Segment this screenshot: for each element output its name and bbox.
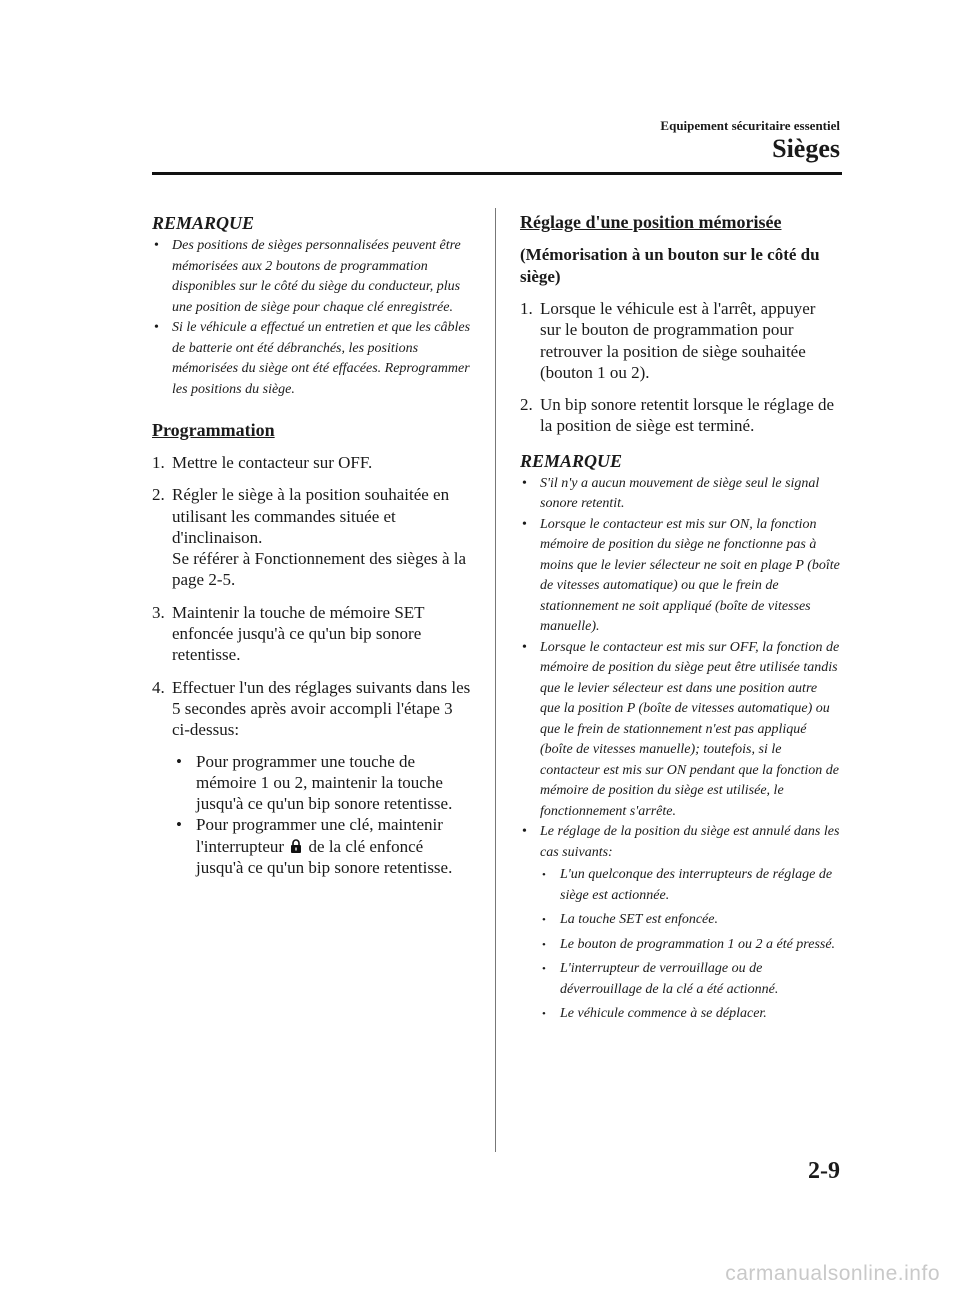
step-text: Maintenir la touche de mémoire SET enfoncée jusqu'à ce qu'un bip sonore retentisse. — [172, 602, 425, 665]
note-item: • Lorsque le contacteur est mis sur OFF, la fonction de mémoire de position du siège peut être utilisée tandis que le levier sélecteur est dans une position autre que la position P (boîte de vitesses automatique) ou que le frein de stationnement n'est pas appliqué (boîte de vitesses manuelle); toutefois, si le contacteur est mis sur ON pendant que la fonction de mémoire de position du siège est utilisée, le fonctionnement s'arrête. — [520, 638, 840, 823]
programming-heading: Programmation — [152, 420, 275, 440]
note-list — [520, 474, 840, 1025]
step-text: Régler le siège à la position souhaitée en utilisant les commandes située et d'inclinaison. — [172, 485, 450, 547]
step-item — [152, 484, 474, 590]
column-divider — [495, 208, 496, 1152]
lock-icon — [290, 839, 302, 853]
note-text: Le réglage de la position du siège est annulé dans les cas suivants: — [540, 824, 840, 860]
step-number: 2. — [520, 395, 533, 415]
step-cross-reference: Se référer à Fonctionnement des sièges à la page 2-5. — [172, 549, 467, 590]
note-item: • Des positions de sièges personnalisées peuvent être mémorisées aux 2 boutons de programmation disponibles sur le côté du siège du conducteur, plus une position de siège pour chaque clé enregistrée. — [152, 236, 474, 318]
step-item — [520, 298, 840, 383]
subnote-item: • Le véhicule commence à se déplacer. — [540, 1004, 840, 1025]
recall-steps — [520, 298, 840, 437]
page-number: 2-9 — [808, 1158, 840, 1184]
recall-subheading: (Mémorisation à un bouton sur le côté du siège) — [520, 245, 820, 286]
note-item — [520, 822, 840, 1025]
note-title: REMARQUE — [152, 213, 255, 233]
subnote-item: • L'interrupteur de verrouillage ou de déverrouillage de la clé a été actionné. — [540, 959, 840, 1000]
step-text: Mettre le contacteur sur OFF. — [172, 453, 373, 472]
right-column — [520, 210, 840, 1029]
note-item: • Lorsque le contacteur est mis sur ON, la fonction mémoire de position du siège ne fonctionne pas à moins que le levier sélecteur ne soit en plage P (boîte de vitesses automatique) ou que le frein de stationnement ne soit appliqué (boîte de vitesses manuelle). — [520, 515, 840, 638]
step-number: 2. — [152, 485, 165, 505]
step-text: Effectuer l'un des réglages suivants dans les 5 secondes après avoir accompli l'étape 3 ci-dessus: — [172, 677, 471, 740]
step-number: 4. — [152, 677, 165, 697]
page-title: Sièges — [772, 134, 840, 163]
bullet-text-end: de la clé enfoncé jusqu'à ce qu'un bip sonore retentisse. — [196, 836, 453, 878]
subnote-item: • Le bouton de programmation 1 ou 2 a été pressé. — [540, 935, 840, 956]
programming-steps — [152, 452, 474, 878]
note-item: • S'il n'y a aucun mouvement de siège seul le signal sonore retentit. — [520, 474, 840, 515]
header-section-label: Equipement sécuritaire essentiel — [660, 118, 840, 133]
step-bullet-list — [172, 751, 474, 879]
step-bullet — [174, 814, 474, 878]
subnote-item: • L'un quelconque des interrupteurs de réglage de siège est actionnée. — [540, 865, 840, 906]
step-item — [152, 602, 474, 666]
step-item — [520, 394, 840, 437]
note-title: REMARQUE — [520, 450, 623, 471]
header-rule — [152, 172, 842, 175]
step-bullet: • Pour programmer une touche de mémoire 1 ou 2, maintenir la touche jusqu'à ce qu'un bip sonore retentisse. — [174, 751, 474, 815]
step-number: 3. — [152, 602, 165, 622]
step-item — [152, 677, 474, 879]
note-list — [152, 236, 474, 400]
recall-heading: Réglage d'une position mémorisée — [520, 212, 782, 232]
step-number: 1. — [152, 453, 165, 472]
left-column — [152, 210, 474, 889]
step-item — [152, 452, 474, 473]
step-text: Lorsque le véhicule est à l'arrêt, appuyer sur le bouton de programmation pour retrouver la position de siège souhaitée (bouton 1 ou 2). — [540, 299, 816, 382]
subnote-list — [540, 865, 840, 1025]
bullet-text-start: Pour programmer une clé, maintenir l'interrupteur — [196, 815, 443, 856]
note-item: • Si le véhicule a effectué un entretien et que les câbles de batterie ont été débranchés, les positions mémorisées du siège ont été effacées. Reprogrammer les positions du siège. — [152, 318, 474, 400]
step-number: 1. — [520, 299, 533, 318]
watermark: carmanualsonline.info — [725, 1262, 940, 1285]
subnote-item: • La touche SET est enfoncée. — [540, 910, 840, 931]
step-text: Un bip sonore retentit lorsque le réglage de la position de siège est terminé. — [540, 395, 835, 436]
